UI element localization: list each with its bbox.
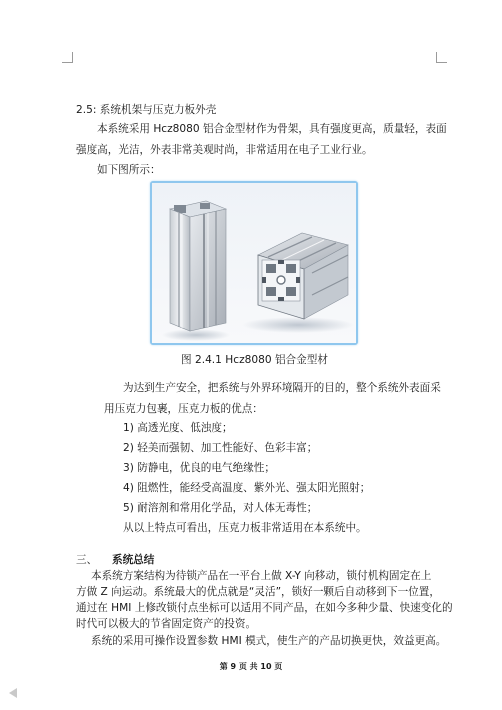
list-item: 2) 轻美而强韧、加工性能好、色彩丰富； xyxy=(123,442,318,454)
page-footer: 第 9 页 共 10 页 xyxy=(219,662,283,671)
conclusion-line: 从以上特点可看出，压克力板非常适用在本系统中。 xyxy=(123,522,367,534)
figure-caption: 图 2.4.1 Hcz8080 铝合金型材 xyxy=(181,354,328,366)
section-number: 三、 xyxy=(76,554,98,566)
paragraph-line: 系统的采用可操作设置参数 HMI 模式，使生产的产品切换更快，效益更高。 xyxy=(91,635,447,647)
figure-intro: 如下图所示： xyxy=(97,164,161,176)
list-item: 3) 防静电，优良的电气绝缘性； xyxy=(123,462,275,474)
list-item: 1) 高透光度、低浊度； xyxy=(123,422,233,434)
section-3-heading xyxy=(76,553,154,567)
page-corner-mark-top-right xyxy=(436,52,447,63)
section-title: 系统总结 xyxy=(112,554,155,566)
list-item: 4) 阻燃性，能经受高温度、紫外光、强太阳光照射； xyxy=(123,482,371,494)
paragraph-line: 方做 Z 向运动。系统最大的优点就是“灵活”，锁好一颗后自动移到下一位置， xyxy=(76,586,440,598)
section-heading: 2.5: 系统机架与压克力板外壳 xyxy=(76,104,217,116)
paragraph-line: 时代可以极大的节省固定资产的投资。 xyxy=(76,618,257,630)
aluminum-profile-image xyxy=(152,183,356,343)
paragraph-line: 本系统方案结构为待锁产品在一平台上做 X-Y 向移动，锁付机构固定在上 xyxy=(91,570,432,582)
paragraph-line: 本系统采用 Hcz8080 铝合金型材作为骨架，具有强度更高，质量轻，表面 xyxy=(97,123,447,135)
paragraph-line: 用压克力包裹，压克力板的优点： xyxy=(104,403,263,415)
paragraph-line: 强度高，光洁，外表非常美观时尚，非常适用在电子工业行业。 xyxy=(76,144,373,156)
figure-aluminum-profile xyxy=(150,181,358,345)
page-corner-mark-top-left xyxy=(62,52,73,63)
paragraph-line: 通过在 HMI 上修改锁付点坐标可以适用不同产品，在如今多种少量、快速变化的 xyxy=(76,602,453,614)
paragraph-line: 为达到生产安全，把系统与外界环境隔开的目的，整个系统外表面采 xyxy=(123,382,441,394)
list-item: 5) 耐溶剂和常用化学品，对人体无毒性； xyxy=(123,502,318,514)
previous-page-arrow-icon[interactable] xyxy=(9,688,17,698)
